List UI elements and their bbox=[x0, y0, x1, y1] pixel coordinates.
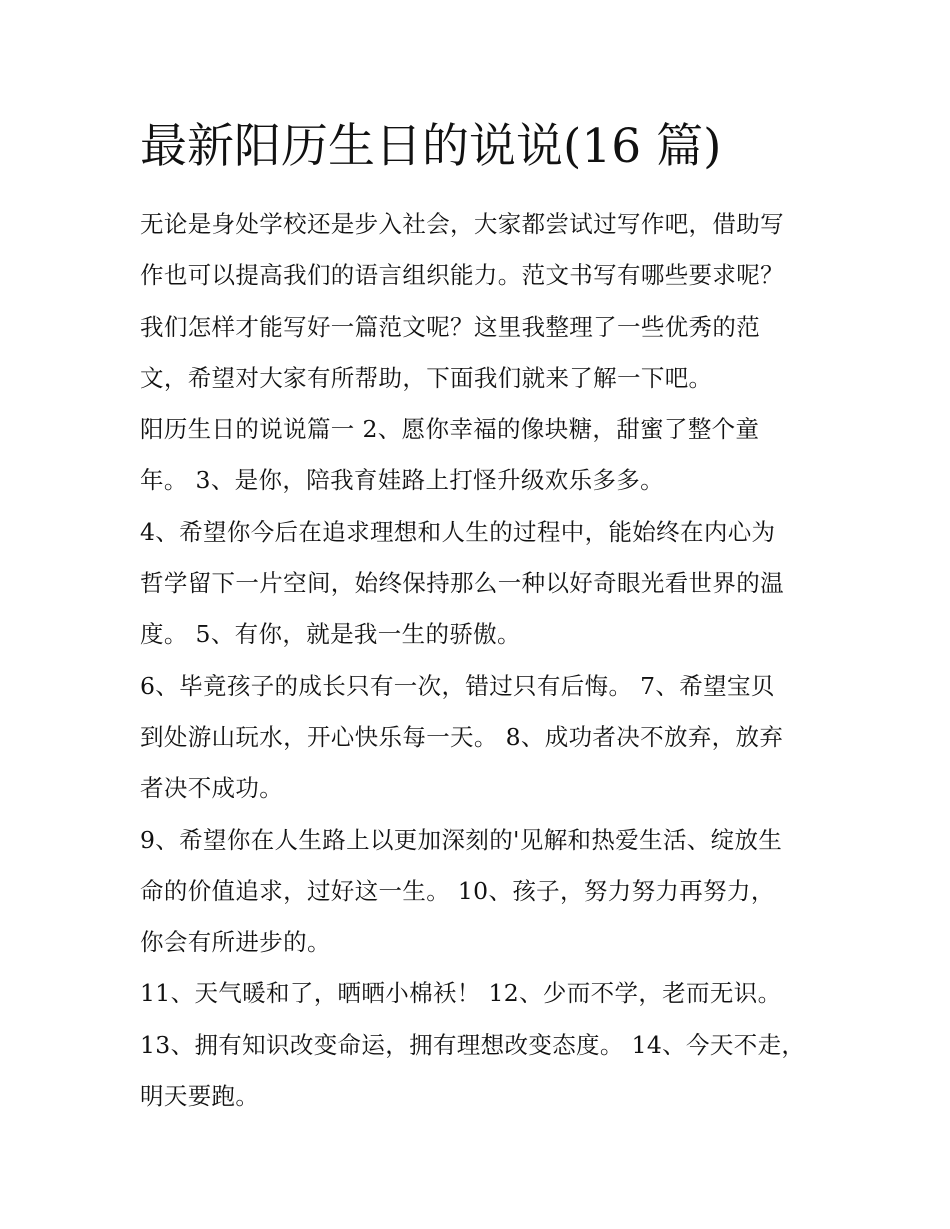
text-line: 13、拥有知识改变命运，拥有理想改变态度。 14、今天不走， bbox=[140, 1030, 806, 1059]
text-line: 11、天气暖和了，晒晒小棉袄！ 12、少而不学，老而无识。 bbox=[140, 979, 782, 1008]
text-line: 命的价值追求，过好这一生。 10、孩子，努力努力再努力， bbox=[140, 876, 775, 905]
text-line: 6、毕竟孩子的成长只有一次，错过只有后悔。 7、希望宝贝 bbox=[140, 671, 775, 700]
text-line: 度。 5、有你，就是我一生的骄傲。 bbox=[140, 620, 521, 649]
paragraph-item-6-8 bbox=[140, 661, 820, 815]
text-line: 到处游山玩水，开心快乐每一天。 8、成功者决不放弃，放弃 bbox=[140, 722, 784, 751]
document-body bbox=[140, 199, 820, 1122]
text-line: 9、希望你在人生路上以更加深刻的'见解和热爱生活、绽放生 bbox=[140, 825, 783, 854]
text-line: 明天要跑。 bbox=[140, 1082, 260, 1111]
text-line: 者决不成功。 bbox=[140, 774, 284, 803]
text-line: 我们怎样才能写好一篇范文呢？这里我整理了一些优秀的范 bbox=[140, 312, 761, 341]
paragraph-item-4-5 bbox=[140, 507, 820, 661]
paragraph-intro bbox=[140, 199, 820, 404]
text-line: 哲学留下一片空间，始终保持那么一种以好奇眼光看世界的温 bbox=[140, 569, 784, 598]
page-title: 最新阳历生日的说说(16 篇) bbox=[140, 119, 722, 174]
text-line: 4、希望你今后在追求理想和人生的过程中，能始终在内心为 bbox=[140, 517, 776, 546]
paragraph-item-11-12 bbox=[140, 968, 820, 1019]
text-line: 你会有所进步的。 bbox=[140, 928, 331, 957]
paragraph-item-13-14 bbox=[140, 1020, 820, 1123]
text-line: 文，希望对大家有所帮助，下面我们就来了解一下吧。 bbox=[140, 363, 713, 392]
paragraph-section-one bbox=[140, 404, 820, 507]
text-line: 作也可以提高我们的语言组织能力。范文书写有哪些要求呢？ bbox=[140, 261, 784, 290]
text-line: 无论是身处学校还是步入社会，大家都尝试过写作吧，借助写 bbox=[140, 210, 784, 238]
paragraph-item-9-10 bbox=[140, 815, 820, 969]
text-line: 年。 3、是你，陪我育娃路上打怪升级欢乐多多。 bbox=[140, 466, 664, 495]
text-line: 阳历生日的说说篇一 2、愿你幸福的像块糖，甜蜜了整个童 bbox=[140, 415, 760, 444]
